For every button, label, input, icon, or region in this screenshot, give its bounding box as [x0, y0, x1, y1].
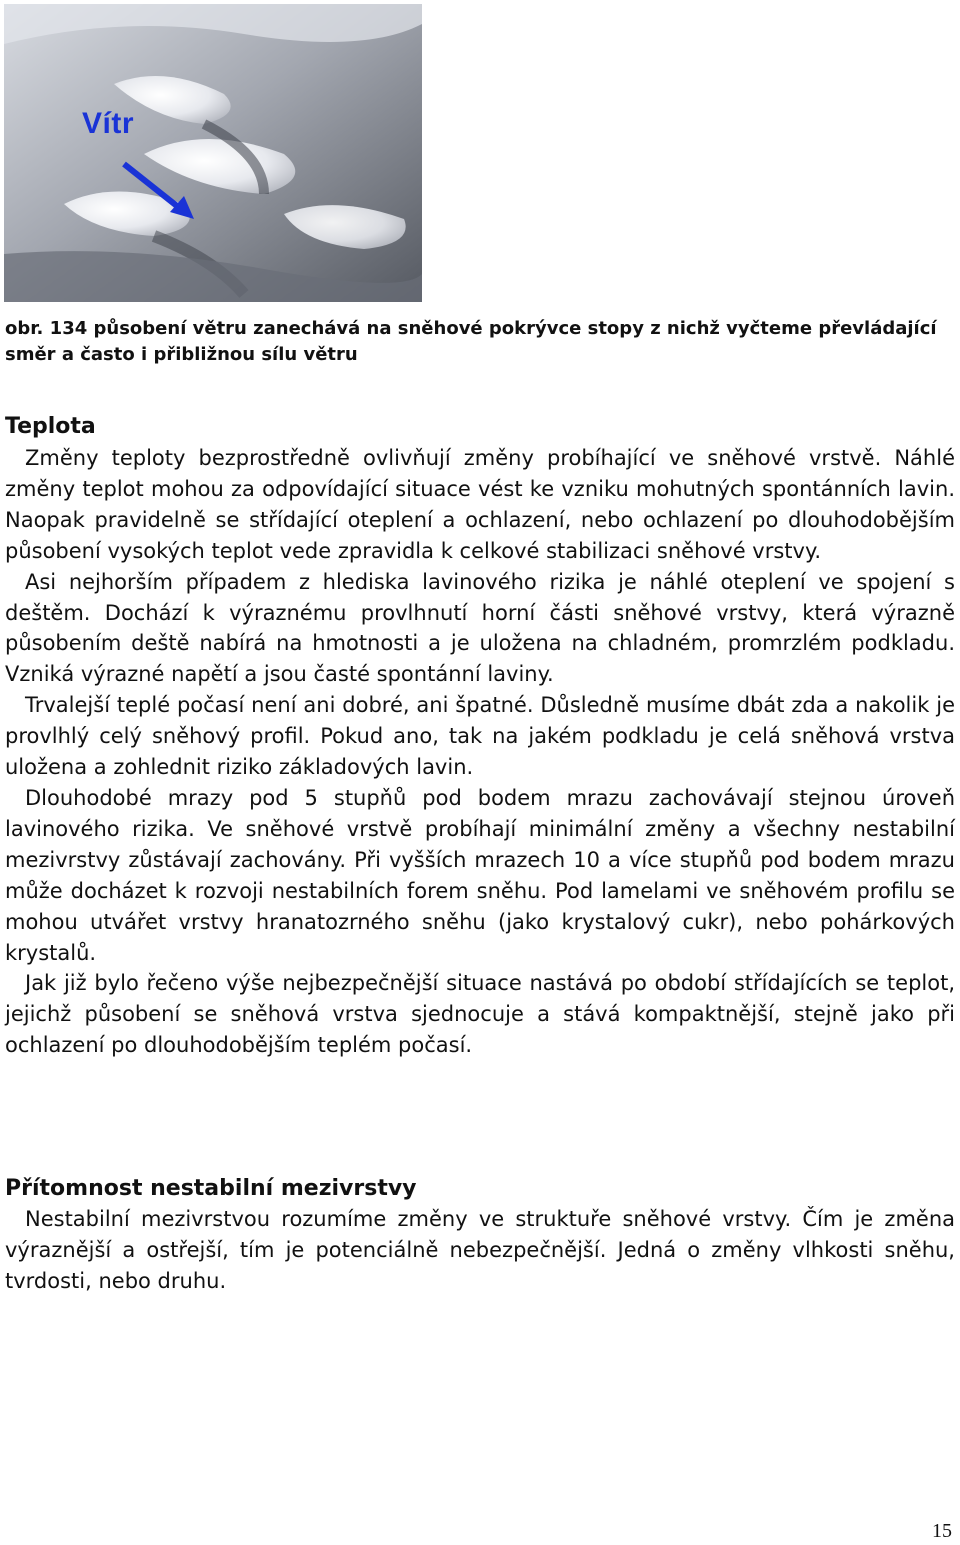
section-body-unstable-layer	[5, 1204, 955, 1297]
wind-label: Vítr	[82, 107, 135, 140]
paragraph: Trvalejší teplé počasí není ani dobré, ani špatné. Důsledně musíme dbát zda a nakolik je provlhlý celý sněhový profil. Pokud ano, tak na jakém podkladu je celá sněhová vrstva uložena a zohlednit riziko základových lavin.	[5, 693, 955, 780]
paragraph: Změny teploty bezprostředně ovlivňují změny probíhající ve sněhové vrstvě. Náhlé změny teplot mohou za odpovídající situace vést ke vzniku mohutných spontánních lavin. Naopak pravidelně se střídající oteplení a ochlazení, nebo ochlazení po dlouhodobějším působení vysokých teplot vede zpravidla k celkové stabilizaci sněhové vrstvy.	[5, 446, 955, 563]
paragraph: Jak již bylo řečeno výše nejbezpečnější situace nastává po období střídajících se teplot, jejichž působení se sněhová vrstva sjednocuje a stává kompaktnější, stejně jako při ochlazení po dlouhodobějším teplém počasí.	[5, 971, 955, 1058]
paragraph: Dlouhodobé mrazy pod 5 stupňů pod bodem mrazu zachovávají stejnou úroveň lavinového rizika. Ve sněhové vrstvě probíhají minimální změny a všechny nestabilní mezivrstvy zůstávají zachovány. Při vyšších mrazech 10 a více stupňů pod bodem mrazu může docházet k rozvoji nestabilních forem sněhu. Pod lamelami ve sněhovém profilu se mohou utvářet vrstvy hranatozrného sněhu (jako krystalový cukr), nebo pohárkových krystalů.	[5, 785, 955, 965]
paragraph: Nestabilní mezivrstvou rozumíme změny ve struktuře sněhové vrstvy. Čím je změna výraznější a ostřejší, tím je potenciálně nebezpečnější. Jedná o změny vlhkosti sněhu, tvrdosti, nebo druhu.	[5, 1207, 955, 1293]
snow-wind-photo	[4, 4, 422, 302]
figure-caption: obr. 134 působení větru zanechává na sněhové pokrývce stopy z nichž vyčteme převládající směr a často i přibližnou sílu větru	[5, 318, 937, 365]
paragraph: Asi nejhorším případem z hlediska lavinového rizika je náhlé oteplení ve spojení s deštěm. Dochází k výraznému provlhnutí horní části sněhové vrstvy, která výrazně působením deště nabírá na hmotnosti a je uložena na chladném, promrzlém podkladu. Vzniká výrazné napětí a jsou časté spontánní laviny.	[5, 569, 955, 687]
photo-graphic	[4, 4, 422, 302]
page-number: 15	[932, 1520, 952, 1542]
section-heading-temperature: Teplota	[5, 414, 96, 439]
section-body-temperature	[5, 443, 955, 1061]
section-heading-unstable-layer: Přítomnost nestabilní mezivrstvy	[5, 1176, 417, 1201]
